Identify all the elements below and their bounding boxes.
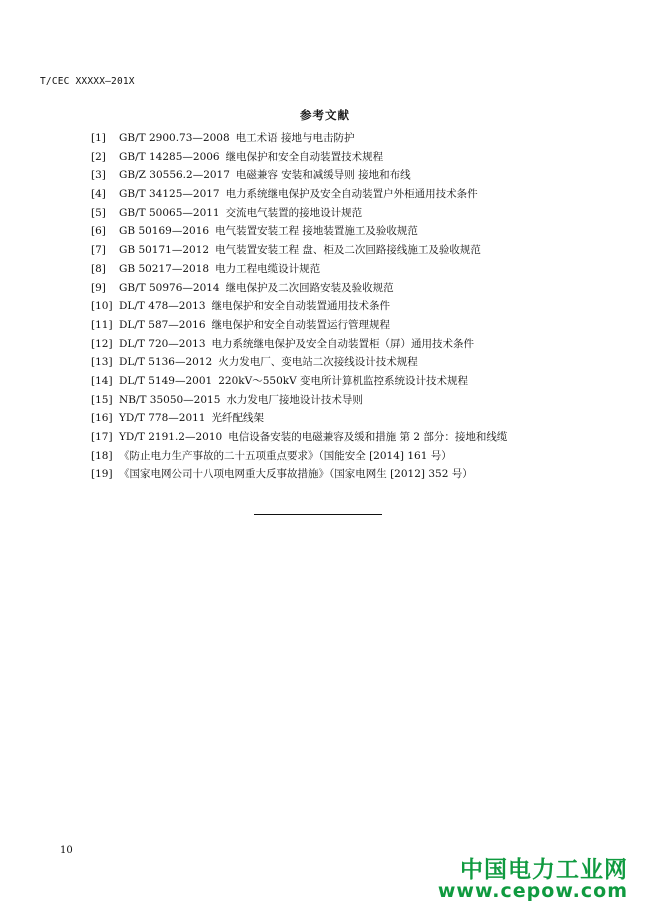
reference-number: [12] — [91, 337, 113, 350]
reference-title: 《国家电网公司十八项电网重大反事故措施》（国家电网生 [2012] 352 号） — [119, 468, 473, 481]
reference-item — [91, 447, 611, 466]
reference-item — [91, 297, 611, 316]
reference-number: [6] — [91, 225, 106, 238]
reference-code: DL/T 5136—2012 — [119, 356, 213, 369]
reference-number: [17] — [91, 431, 113, 443]
watermark-url: www.cepow.com — [437, 880, 628, 902]
reference-code: DL/T 587—2016 — [119, 318, 206, 331]
reference-item — [91, 316, 611, 335]
reference-item — [91, 222, 611, 241]
reference-number: [3] — [91, 169, 106, 182]
reference-code: YD/T 2191.2—2010 — [119, 431, 223, 443]
reference-title: 电气装置安装工程 盘、柜及二次回路接线施工及验收规范 — [215, 244, 481, 257]
reference-title: 电力系统继电保护及安全自动装置柜（屏）通用技术条件 — [211, 337, 475, 350]
reference-title: 火力发电厂、变电站二次接线设计技术规程 — [218, 356, 418, 369]
reference-number: [16] — [91, 412, 113, 425]
reference-title: 水力发电厂接地设计技术导则 — [226, 393, 363, 406]
reference-list — [91, 129, 611, 484]
reference-title: 继电保护及二次回路安装及验收规范 — [225, 281, 394, 294]
reference-title: 电气装置安装工程 接地装置施工及验收规范 — [215, 225, 418, 238]
reference-item — [91, 185, 611, 204]
reference-code: GB/T 50976—2014 — [119, 281, 220, 294]
reference-code: DL/T 478—2013 — [119, 300, 206, 313]
reference-item — [91, 129, 611, 148]
reference-item — [91, 279, 611, 298]
reference-number: [4] — [91, 188, 106, 201]
page-number: 10 — [60, 845, 73, 856]
reference-title: 电力工程电缆设计规范 — [215, 262, 321, 275]
reference-item — [91, 372, 611, 391]
reference-number: [13] — [91, 356, 113, 369]
reference-number: [7] — [91, 244, 106, 257]
reference-code: YD/T 778—2011 — [119, 412, 206, 425]
reference-item — [91, 166, 611, 185]
reference-code: GB/T 34125—2017 — [119, 188, 220, 201]
page-title: 参考文献 — [300, 108, 350, 122]
reference-number: [15] — [91, 393, 113, 406]
reference-title: 继电保护和安全自动装置技术规程 — [225, 150, 384, 163]
reference-title: 《防止电力生产事故的二十五项重点要求》（国能安全 [2014] 161 号） — [119, 449, 452, 462]
reference-item — [91, 409, 611, 428]
reference-item — [91, 428, 611, 447]
reference-title: 光纤配线架 — [211, 412, 264, 425]
reference-item — [91, 260, 611, 279]
reference-code: GB 50169—2016 — [119, 225, 210, 238]
reference-number: [2] — [91, 150, 106, 163]
reference-item — [91, 241, 611, 260]
reference-title: 继电保护和安全自动装置运行管理规程 — [211, 318, 391, 331]
reference-code: GB 50171—2012 — [119, 244, 210, 257]
reference-code: NB/T 35050—2015 — [119, 393, 221, 406]
reference-code: GB 50217—2018 — [119, 262, 210, 275]
reference-code: GB/Z 30556.2—2017 — [119, 169, 230, 182]
reference-code: GB/T 14285—2006 — [119, 150, 220, 163]
reference-number: [10] — [91, 300, 113, 313]
reference-title: 电磁兼容 安装和减缓导则 接地和布线 — [235, 169, 411, 182]
reference-number: [14] — [91, 374, 113, 387]
reference-number: [9] — [91, 281, 106, 294]
reference-number: [11] — [91, 318, 113, 331]
reference-title: 交流电气装置的接地设计规范 — [225, 206, 363, 219]
reference-code: DL/T 720—2013 — [119, 337, 206, 350]
reference-number: [18] — [91, 449, 113, 462]
reference-code: DL/T 5149—2001 — [119, 374, 213, 387]
reference-number: [5] — [91, 206, 106, 219]
watermark-site-name: 中国电力工业网 — [460, 857, 628, 883]
reference-title: 继电保护和安全自动装置通用技术条件 — [211, 300, 391, 313]
standard-code-header: T/CEC XXXXX—201X — [40, 76, 135, 87]
reference-number: [19] — [91, 468, 113, 481]
reference-code: GB/T 2900.73—2008 — [119, 132, 230, 144]
reference-title: 电工术语 接地与电击防护 — [235, 132, 355, 144]
reference-item — [91, 465, 611, 484]
reference-title: 电力系统继电保护及安全自动装置户外柜通用技术条件 — [225, 188, 478, 201]
reference-item — [91, 391, 611, 410]
reference-title: 220kV～550kV 变电所计算机监控系统设计技术规程 — [218, 374, 469, 387]
reference-item — [91, 204, 611, 223]
reference-code: GB/T 50065—2011 — [119, 206, 220, 219]
reference-item — [91, 335, 611, 354]
end-rule-divider — [254, 514, 382, 515]
reference-number: [1] — [91, 132, 106, 144]
reference-title: 电信设备安装的电磁兼容及缓和措施 第 2 部分：接地和线缆 — [228, 431, 508, 443]
reference-item — [91, 353, 611, 372]
reference-item — [91, 148, 611, 167]
reference-number: [8] — [91, 262, 106, 275]
